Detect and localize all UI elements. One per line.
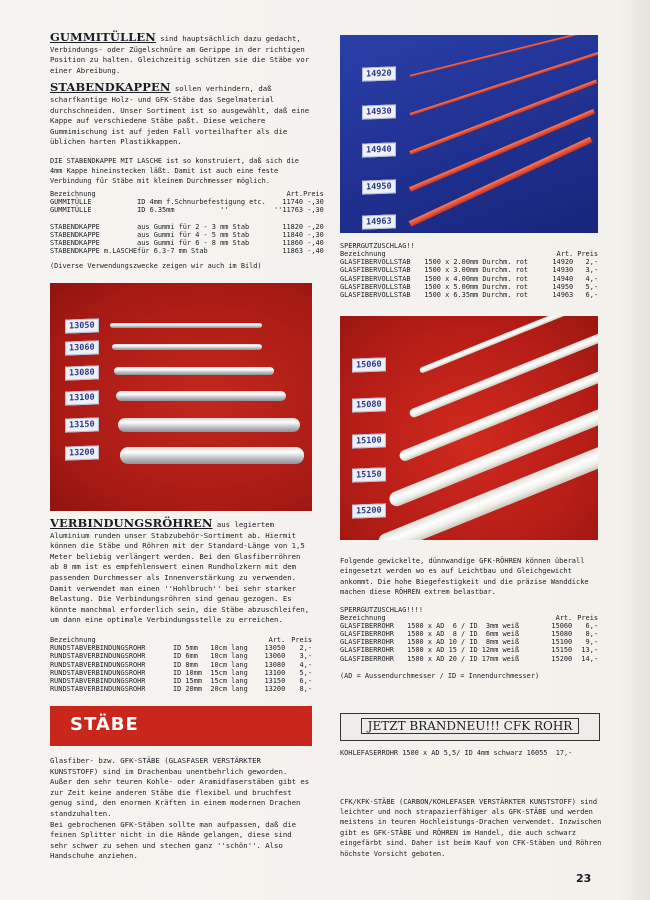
stabendkappen-heading: STABENDKAPPEN (50, 80, 171, 95)
cell: RUNDSTABVERBINDUNGSROHR (50, 652, 146, 661)
cell: GLASFIBERVOLLSTAB (340, 266, 411, 275)
cell-preis: -,30 (307, 198, 324, 207)
gummitullen-paragraph (50, 32, 312, 76)
table-row (50, 661, 312, 669)
cell: GLASFIBERROHR (340, 646, 394, 655)
cell-art: 14963 (552, 291, 574, 300)
stabendkappen-text: sollen verhindern, daß scharfkantige Holz- und GFK-Stäbe das Segelmaterial durchschneiden. Unser Sortiment ist so ausgewählt, daß eine Kappe auf verschiedene Stäbe paßt. Diese weichere Gummimischung ist auf jeden Fall vorteilhafter als die üblichen harten Plastikkappen. (50, 84, 310, 147)
cell: 10cm lang (210, 652, 248, 661)
cell: STABENDKAPPE m.LASCHE (50, 247, 138, 256)
cell: 1500 x AD 10 / ID 8mm weiß (407, 638, 520, 647)
cell-art: 11863 (282, 247, 304, 256)
cell: 1500 x AD 8 / ID 6mm weiß (407, 630, 520, 639)
header-preis: Preis (303, 189, 324, 198)
cell: STABENDKAPPE (50, 238, 100, 247)
cell: ID 6mm (172, 652, 198, 661)
cell: GUMMITÜLLE (50, 206, 92, 215)
verbindungsrohr-table (50, 636, 312, 693)
cell-preis: -,20 (307, 222, 324, 231)
cell: ID 8mm (172, 660, 198, 669)
cell: ID 20mm (172, 685, 202, 694)
header-bezeichnung: Bezeichnung (50, 635, 96, 644)
table-row (340, 646, 598, 654)
cfk-text: CFK/KFK-STÄBE (CARBON/KOHLEFASER VERSTÄRKTER KUNSTSTOFF) sind leichter und noch strapazierfähiger als GFK-STÄBE und werden meistens in teuren Hochleistungs-Drachen verwendet. Inzwischen gibt es GFK-STÄBE und RÖHREN im Handel, die auch schwarz eingefärbt sind. Daher ist beim Kauf von CFK-Stäben und Röhren höchste Vorsicht geboten. (340, 797, 602, 858)
cfk-row: KOHLEFASERROHR 1500 x AD 5,5/ ID 4mm schwarz 16055 17,- (340, 749, 573, 757)
table-row (50, 239, 324, 247)
table-header (50, 636, 312, 644)
cell-preis: 8,- (585, 630, 598, 639)
cell: ID 6.35mm '' '' (137, 206, 283, 215)
verbindungsrohren-paragraph (50, 518, 312, 626)
glasfiberrohr-table (340, 614, 598, 663)
cell-preis: 9,- (585, 638, 598, 647)
cell: RUNDSTABVERBINDUNGSROHR (50, 660, 146, 669)
verbindungsrohren-heading: VERBINDUNGSRÖHREN (50, 516, 213, 530)
cell: GUMMITÜLLE (50, 198, 92, 207)
cell: für 6.3-7 mm Stab (137, 247, 208, 256)
cfk-section (340, 748, 602, 859)
table-row (340, 638, 598, 646)
label-14963: 14963 (362, 214, 396, 229)
table-row (340, 258, 598, 266)
table-row (340, 291, 598, 299)
rod-14920 (410, 35, 598, 77)
table-row (340, 630, 598, 638)
cell-art: 13080 (264, 660, 286, 669)
cell: RUNDSTABVERBINDUNGSROHR (50, 644, 146, 653)
cell: 1500 x AD 6 / ID 3mm weiß (407, 621, 520, 630)
stabe-text-2: Bei gebrochenen GFK-Stäben sollte man aufpassen, daß die feinen Splitter nicht in die Hände gelangen, diese sind sehr schwer zu sehen und stechen ganz ''schön''. Also Handschuhe anziehen. (50, 819, 297, 861)
cell: 1500 x 2.00mm Durchm. rot (424, 258, 529, 267)
tube-13060 (112, 344, 262, 350)
label-14940: 14940 (362, 142, 396, 157)
cell-art: 11840 (282, 230, 304, 239)
stabe-banner (50, 706, 312, 746)
tube-13100 (116, 391, 286, 401)
cell: GLASFIBERROHR (340, 654, 394, 663)
cell: 1500 x AD 15 / ID 12mm weiß (407, 646, 520, 655)
cell: GLASFIBERROHR (340, 638, 394, 647)
cell-preis: 5,- (585, 282, 598, 291)
red-rods-photo (340, 35, 598, 233)
ad-id-note: (AD = Aussendurchmesser / ID = Innendurchmesser) (340, 671, 540, 680)
header-art: Art. (555, 613, 573, 622)
tube-13150 (118, 418, 300, 432)
label-15150: 15150 (352, 467, 386, 482)
label-13200: 13200 (65, 445, 99, 460)
header-bezeichnung: Bezeichnung (340, 613, 386, 622)
cell: ID 4mm f.Schnurbefestigung etc. (137, 198, 266, 207)
cell: GLASFIBERVOLLSTAB (340, 258, 411, 267)
cell-art: 13150 (264, 676, 286, 685)
label-13100: 13100 (65, 390, 99, 405)
cell-preis: 3,- (299, 652, 312, 661)
gummitulle-table (50, 190, 324, 255)
cell: RUNDSTABVERBINDUNGSROHR (50, 676, 146, 685)
cell-art: 13200 (264, 685, 286, 694)
table-row (50, 206, 324, 214)
cell-art: 13060 (264, 652, 286, 661)
rod-14930 (410, 51, 598, 116)
gfk-tubes-photo (340, 316, 598, 540)
table-row (340, 283, 598, 291)
cell-art: 14950 (552, 282, 574, 291)
cell-preis: 6,- (585, 291, 598, 300)
label-14950: 14950 (362, 179, 396, 194)
table-row (50, 669, 312, 677)
cell: STABENDKAPPE (50, 230, 100, 239)
table-row (340, 266, 598, 274)
rod-14940 (409, 79, 597, 154)
cell: 1500 x 3.00mm Durchm. rot (424, 266, 529, 275)
sperrgut-title-1: SPERRGUTZUSCHLAG!! (340, 242, 415, 250)
cell-preis: 6,- (585, 621, 598, 630)
header-bezeichnung: Bezeichnung (340, 250, 386, 258)
cell-art: 15150 (551, 646, 573, 655)
stabe-banner-title: STÄBE (70, 714, 139, 735)
verbindungsrohren-text: aus legiertem Aluminium runden unser Stabzubehör-Sortiment ab. Hiermit können die Stäbe und Röhren mit der Standard-Länge von 1,5 Meter beliebig verlängert werden. Bei den Glasfiberröhren ab 8 mm ist es empfehlenswert einen Rundholzkern mit dem passenden Durchmesser als Innenverstärkung zu verwenden. Damit verwendet man einen ''Hohlbruch'' bei sehr starker Belastung. Die Verbindungsröhren sind genau gezogen. Es könnte manchmal erforderlich sein, die Stäbe abzuschleifen, um dann eine optimale Verbindungsstelle zu erreichen. (50, 520, 310, 625)
header-preis: Preis (291, 635, 312, 644)
gummitullen-text: sind hauptsächlich dazu gedacht, Verbindungs- oder Zügelschnüre am Gerippe in der richtigen Position zu halten. Gleichzeitig schützen sie die Stäbe vor einer Abreibung. (50, 34, 310, 75)
header-art: Art. (268, 635, 286, 644)
cell-preis: 4,- (585, 274, 598, 283)
cell: aus Gummi für 4 - 5 mm Stab (137, 230, 250, 239)
cell: 15cm lang (210, 676, 248, 685)
table-row (50, 247, 324, 255)
label-14920: 14920 (362, 66, 396, 81)
tube-13080 (114, 367, 274, 375)
label-13050: 13050 (65, 318, 99, 333)
tube-13200 (120, 447, 304, 464)
cell-preis: 5,- (299, 668, 312, 677)
table-row (340, 655, 598, 663)
cell-art: 11740 (282, 198, 304, 207)
lasche-text: DIE STABENDKAPPE MIT LASCHE ist so konstruiert, daß sich die 4mm Kappe hineinstecken läßt. Damit ist auch eine feste Verbindung für Stäbe mit kleinem Durchmesser möglich. (50, 156, 299, 185)
aluminium-tubes-photo (50, 283, 312, 511)
cfk-new-banner-title: JETZT BRANDNEU!!! CFK ROHR (361, 718, 580, 734)
cell-preis: 2,- (299, 644, 312, 653)
table-row (50, 223, 324, 231)
header-preis: Preis (577, 250, 598, 258)
label-13080: 13080 (65, 365, 99, 380)
table-row (50, 644, 312, 652)
cell: ID 10mm (172, 668, 202, 677)
cell-art: 14920 (552, 258, 574, 267)
table-row (50, 652, 312, 660)
table-row (340, 275, 598, 283)
left-column (50, 30, 324, 272)
cell: aus Gummi für 2 - 3 mm Stab (137, 222, 250, 231)
tube-13050 (110, 323, 262, 328)
cell: ID 5mm (172, 644, 198, 653)
table-header (340, 250, 598, 258)
cell: STABENDKAPPE (50, 222, 100, 231)
photo-note: (Diverse Verwendungszwecke zeigen wir auch im Bild) (50, 262, 262, 271)
table-row (50, 685, 312, 693)
cfk-new-banner (340, 713, 600, 741)
cell-art: 11860 (282, 238, 304, 247)
cell-art: 15200 (551, 654, 573, 663)
sperrgut-title-2: SPERRGUTZUSCHLAG!!!! (340, 605, 423, 614)
header-bezeichnung: Bezeichnung (50, 189, 96, 198)
cell: ID 15mm (172, 676, 202, 685)
vollstab-section (340, 242, 598, 299)
table-header (340, 614, 598, 622)
cell: 10cm lang (210, 660, 248, 669)
cell-preis: 6,- (299, 676, 312, 685)
cell: 1500 x 6.35mm Durchm. rot (424, 291, 529, 300)
cell-preis: 4,- (299, 660, 312, 669)
cell-preis: 2,- (585, 258, 598, 267)
cell-preis: 3,- (585, 266, 598, 275)
cell: aus Gummi für 6 - 8 mm Stab (137, 238, 250, 247)
gfk-rohren-text: Folgende gewickelte, dünnwandige GFK-RÖHREN können überall eingesetzt werden wo es auf Leichtbau und Gleichgewicht ankommt. Die hohe Biegefestigkeit und die präzise Wanddicke machen diese RÖHREN extrem belastbar. (340, 557, 589, 597)
cell-preis: -,30 (307, 230, 324, 239)
cell-art: 11763 (282, 206, 304, 215)
label-15100: 15100 (352, 433, 386, 448)
header-art: Art. (556, 250, 574, 258)
stabe-text: Glasfiber- bzw. GFK-STÄBE (GLASFASER VERSTÄRKTER KUNSTSTOFF) sind im Drachenbau unentbehrlich geworden. Außer den sehr teuren Kohle- oder Aramidfaserstäben gibt es zur Zeit keine anderen Stäbe die flexibel und bruchfest genug sind, den enormen Kräften in einem modernen Drachen standzuhalten. (50, 756, 310, 818)
cell: GLASFIBERVOLLSTAB (340, 291, 411, 300)
label-13150: 13150 (65, 417, 99, 432)
label-13060: 13060 (65, 340, 99, 355)
cell-preis: -,40 (307, 238, 324, 247)
cell-art: 14940 (552, 274, 574, 283)
cell: 1500 x AD 20 / ID 17mm weiß (407, 654, 520, 663)
header-preis: Preis (577, 613, 598, 622)
table-row (340, 622, 598, 630)
gfk-rohren-section (340, 556, 598, 681)
cell: RUNDSTABVERBINDUNGSROHR (50, 685, 146, 694)
verbindungsrohren-section (50, 518, 312, 693)
cell: RUNDSTABVERBINDUNGSROHR (50, 668, 146, 677)
cell: GLASFIBERROHR (340, 630, 394, 639)
cell: GLASFIBERVOLLSTAB (340, 282, 411, 291)
cell: 10cm lang (210, 644, 248, 653)
table-row (50, 677, 312, 685)
gummitullen-heading: GUMMITÜLLEN (50, 30, 156, 44)
cell-art: 11820 (282, 222, 304, 231)
cell: 20cm lang (210, 685, 248, 694)
cell-art: 13100 (264, 668, 286, 677)
stabe-section (50, 756, 312, 862)
label-15080: 15080 (352, 397, 386, 412)
table-row (50, 231, 324, 239)
cell: GLASFIBERROHR (340, 621, 394, 630)
cell: 1500 x 4.00mm Durchm. rot (424, 274, 529, 283)
cell-art: 15060 (551, 621, 573, 630)
cell-preis: 8,- (299, 685, 312, 694)
header-art: Art. (286, 189, 304, 198)
cell-preis: 14,- (581, 654, 598, 663)
cell: GLASFIBERVOLLSTAB (340, 274, 411, 283)
label-15200: 15200 (352, 503, 386, 518)
stabendkappen-paragraph (50, 82, 312, 148)
cell-art: 14930 (552, 266, 574, 275)
cell-preis: 13,- (581, 646, 598, 655)
label-14930: 14930 (362, 104, 396, 119)
cell-art: 15100 (551, 638, 573, 647)
cell-preis: -,30 (307, 206, 324, 215)
label-15060: 15060 (352, 357, 386, 372)
cell-preis: -,40 (307, 247, 324, 256)
table-header (50, 190, 324, 198)
vollstab-table (340, 250, 598, 299)
cell: 1500 x 5.00mm Durchm. rot (424, 282, 529, 291)
page-number: 23 (576, 872, 592, 885)
cell: 15cm lang (210, 668, 248, 677)
cell-art: 15080 (551, 630, 573, 639)
cell-art: 13050 (264, 644, 286, 653)
